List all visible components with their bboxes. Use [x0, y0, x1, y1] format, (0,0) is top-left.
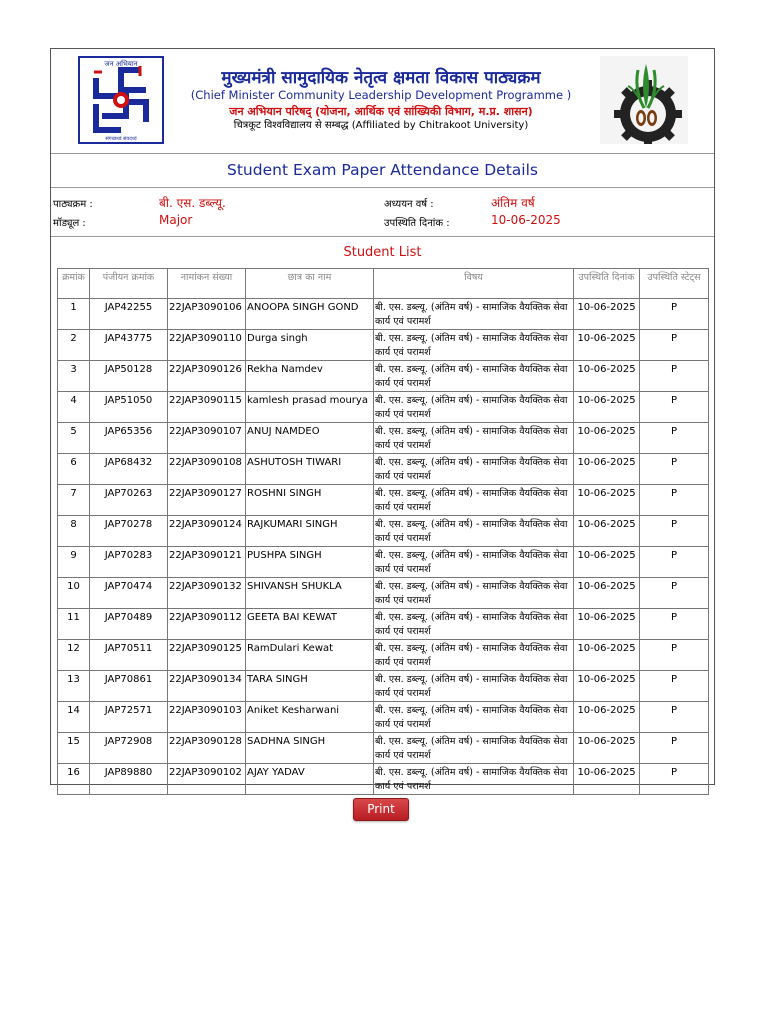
table-row [58, 516, 709, 547]
cell-attendance-status: P [640, 671, 709, 702]
cell-student-name: RamDulari Kewat [246, 640, 374, 671]
table-row [58, 423, 709, 454]
cell-student-name: kamlesh prasad mourya [246, 392, 374, 423]
cell-attendance-status: P [640, 330, 709, 361]
logo-text-top: जन अभियान [104, 60, 138, 68]
header-attendance-status: उपस्थिति स्टेट्स [640, 269, 709, 299]
cell-sno: 3 [58, 361, 90, 392]
course-label: पाठ्यक्रम : [53, 199, 93, 210]
parishad-subtitle: जन अभियान परिषद् (योजना, आर्थिक एवं सांख्यिकी विभाग, म.प्र. शासन) [229, 105, 533, 118]
cell-attendance-status: P [640, 423, 709, 454]
cell-sno: 14 [58, 702, 90, 733]
table-row [58, 547, 709, 578]
header [51, 49, 714, 153]
cell-registration-no: JAP89880 [90, 764, 168, 795]
cell-registration-no: JAP68432 [90, 454, 168, 485]
cell-registration-no: JAP42255 [90, 299, 168, 330]
document-frame [50, 48, 715, 792]
cell-student-name: Durga singh [246, 330, 374, 361]
cell-registration-no: JAP70511 [90, 640, 168, 671]
cell-subject: बी. एस. डब्ल्यू. (अंतिम वर्ष) - सामाजिक वैयक्तिक सेवा कार्य एवं परामर्श [374, 547, 574, 578]
jan-abhiyan-parishad-logo [78, 56, 164, 144]
page-title: Student Exam Paper Attendance Details [227, 161, 538, 179]
cell-student-name: SHIVANSH SHUKLA [246, 578, 374, 609]
cell-enrollment-no: 22JAP3090115 [168, 392, 246, 423]
table-body [58, 299, 709, 795]
cell-attendance-date: 10-06-2025 [574, 547, 640, 578]
cell-student-name: ASHUTOSH TIWARI [246, 454, 374, 485]
cell-sno: 6 [58, 454, 90, 485]
cell-sno: 9 [58, 547, 90, 578]
cell-student-name: PUSHPA SINGH [246, 547, 374, 578]
cell-enrollment-no: 22JAP3090106 [168, 299, 246, 330]
module-value: Major [159, 213, 193, 227]
table-row [58, 702, 709, 733]
cell-registration-no: JAP43775 [90, 330, 168, 361]
cell-registration-no: JAP70263 [90, 485, 168, 516]
cell-attendance-date: 10-06-2025 [574, 578, 640, 609]
header-subject: विषय [374, 269, 574, 299]
cell-subject: बी. एस. डब्ल्यू. (अंतिम वर्ष) - सामाजिक वैयक्तिक सेवा कार्य एवं परामर्श [374, 361, 574, 392]
cell-student-name: GEETA BAI KEWAT [246, 609, 374, 640]
student-list-title: Student List [343, 245, 422, 260]
cell-student-name: TARA SINGH [246, 671, 374, 702]
cell-attendance-status: P [640, 733, 709, 764]
cell-sno: 16 [58, 764, 90, 795]
university-affiliation: चित्रकूट विश्वविद्यालय से सम्बद्ध (Affiliated by Chitrakoot University) [233, 120, 529, 131]
divider [51, 236, 714, 237]
cell-subject: बी. एस. डब्ल्यू. (अंतिम वर्ष) - सामाजिक वैयक्तिक सेवा कार्य एवं परामर्श [374, 423, 574, 454]
cell-sno: 10 [58, 578, 90, 609]
cell-attendance-date: 10-06-2025 [574, 764, 640, 795]
cell-attendance-date: 10-06-2025 [574, 361, 640, 392]
header-attendance-date: उपस्थिति दिनांक [574, 269, 640, 299]
cell-registration-no: JAP70474 [90, 578, 168, 609]
cell-attendance-date: 10-06-2025 [574, 702, 640, 733]
table-row [58, 485, 709, 516]
module-label: मॉड्यूल : [53, 218, 86, 229]
print-button[interactable]: Print [353, 798, 409, 821]
table-row [58, 330, 709, 361]
cell-enrollment-no: 22JAP3090127 [168, 485, 246, 516]
cell-enrollment-no: 22JAP3090126 [168, 361, 246, 392]
cell-sno: 1 [58, 299, 90, 330]
cell-registration-no: JAP70278 [90, 516, 168, 547]
cell-enrollment-no: 22JAP3090112 [168, 609, 246, 640]
cell-attendance-date: 10-06-2025 [574, 609, 640, 640]
cell-subject: बी. एस. डब्ल्यू. (अंतिम वर्ष) - सामाजिक वैयक्तिक सेवा कार्य एवं परामर्श [374, 485, 574, 516]
cell-sno: 11 [58, 609, 90, 640]
cell-attendance-date: 10-06-2025 [574, 485, 640, 516]
cell-registration-no: JAP72908 [90, 733, 168, 764]
cell-attendance-date: 10-06-2025 [574, 733, 640, 764]
cell-subject: बी. एस. डब्ल्यू. (अंतिम वर्ष) - सामाजिक वैयक्तिक सेवा कार्य एवं परामर्श [374, 671, 574, 702]
table-row [58, 578, 709, 609]
cell-subject: बी. एस. डब्ल्यू. (अंतिम वर्ष) - सामाजिक वैयक्तिक सेवा कार्य एवं परामर्श [374, 578, 574, 609]
cell-enrollment-no: 22JAP3090121 [168, 547, 246, 578]
cell-sno: 13 [58, 671, 90, 702]
table-row [58, 640, 709, 671]
year-label: अध्ययन वर्ष : [384, 199, 434, 210]
cell-attendance-date: 10-06-2025 [574, 392, 640, 423]
cell-attendance-status: P [640, 392, 709, 423]
table-row [58, 392, 709, 423]
cell-attendance-status: P [640, 547, 709, 578]
programme-title-english: (Chief Minister Community Leadership Development Programme ) [190, 88, 572, 102]
logo-text-bottom: संगच्छध्वं संवदध्वं [105, 136, 137, 142]
course-value: बी. एस. डब्ल्यू. [159, 196, 226, 210]
cell-enrollment-no: 22JAP3090102 [168, 764, 246, 795]
cell-registration-no: JAP70283 [90, 547, 168, 578]
cell-enrollment-no: 22JAP3090128 [168, 733, 246, 764]
cell-student-name: ANUJ NAMDEO [246, 423, 374, 454]
cell-subject: बी. एस. डब्ल्यू. (अंतिम वर्ष) - सामाजिक वैयक्तिक सेवा कार्य एवं परामर्श [374, 299, 574, 330]
cell-attendance-date: 10-06-2025 [574, 640, 640, 671]
table-header-row [58, 269, 709, 299]
cell-registration-no: JAP50128 [90, 361, 168, 392]
header-student-name: छात्र का नाम [246, 269, 374, 299]
programme-title-hindi: मुख्यमंत्री सामुदायिक नेतृत्व क्षमता विकास पाठ्यक्रम [221, 68, 541, 88]
cell-attendance-date: 10-06-2025 [574, 330, 640, 361]
header-sno: क्रमांक [58, 269, 90, 299]
year-value: अंतिम वर्ष [491, 196, 535, 210]
cell-attendance-date: 10-06-2025 [574, 299, 640, 330]
divider [51, 187, 714, 188]
cell-enrollment-no: 22JAP3090108 [168, 454, 246, 485]
cell-sno: 12 [58, 640, 90, 671]
cell-sno: 5 [58, 423, 90, 454]
cell-attendance-status: P [640, 454, 709, 485]
cell-registration-no: JAP51050 [90, 392, 168, 423]
cell-sno: 15 [58, 733, 90, 764]
cell-subject: बी. एस. डब्ल्यू. (अंतिम वर्ष) - सामाजिक वैयक्तिक सेवा कार्य एवं परामर्श [374, 764, 574, 795]
cell-attendance-status: P [640, 609, 709, 640]
cell-student-name: AJAY YADAV [246, 764, 374, 795]
cell-subject: बी. एस. डब्ल्यू. (अंतिम वर्ष) - सामाजिक वैयक्तिक सेवा कार्य एवं परामर्श [374, 454, 574, 485]
table-row [58, 764, 709, 795]
cell-student-name: Rekha Namdev [246, 361, 374, 392]
cell-sno: 8 [58, 516, 90, 547]
header-enrollment-no: नामांकन संख्या [168, 269, 246, 299]
table-row [58, 671, 709, 702]
cell-subject: बी. एस. डब्ल्यू. (अंतिम वर्ष) - सामाजिक वैयक्तिक सेवा कार्य एवं परामर्श [374, 330, 574, 361]
cell-subject: बी. एस. डब्ल्यू. (अंतिम वर्ष) - सामाजिक वैयक्तिक सेवा कार्य एवं परामर्श [374, 516, 574, 547]
date-label: उपस्थिति दिनांक : [384, 218, 450, 229]
table-row [58, 361, 709, 392]
cell-student-name: ROSHNI SINGH [246, 485, 374, 516]
cell-subject: बी. एस. डब्ल्यू. (अंतिम वर्ष) - सामाजिक वैयक्तिक सेवा कार्य एवं परामर्श [374, 702, 574, 733]
cell-attendance-status: P [640, 361, 709, 392]
cell-subject: बी. एस. डब्ल्यू. (अंतिम वर्ष) - सामाजिक वैयक्तिक सेवा कार्य एवं परामर्श [374, 609, 574, 640]
chitrakoot-university-logo [600, 56, 688, 144]
table-row [58, 454, 709, 485]
cell-enrollment-no: 22JAP3090103 [168, 702, 246, 733]
date-value: 10-06-2025 [491, 213, 561, 227]
cell-enrollment-no: 22JAP3090107 [168, 423, 246, 454]
cell-attendance-status: P [640, 485, 709, 516]
cell-sno: 7 [58, 485, 90, 516]
cell-enrollment-no: 22JAP3090132 [168, 578, 246, 609]
cell-subject: बी. एस. डब्ल्यू. (अंतिम वर्ष) - सामाजिक वैयक्तिक सेवा कार्य एवं परामर्श [374, 392, 574, 423]
cell-attendance-date: 10-06-2025 [574, 423, 640, 454]
table-row [58, 609, 709, 640]
cell-enrollment-no: 22JAP3090124 [168, 516, 246, 547]
cell-attendance-status: P [640, 702, 709, 733]
cell-attendance-status: P [640, 299, 709, 330]
cell-subject: बी. एस. डब्ल्यू. (अंतिम वर्ष) - सामाजिक वैयक्तिक सेवा कार्य एवं परामर्श [374, 640, 574, 671]
cell-registration-no: JAP70489 [90, 609, 168, 640]
cell-registration-no: JAP72571 [90, 702, 168, 733]
cell-attendance-status: P [640, 764, 709, 795]
cell-student-name: ANOOPA SINGH GOND [246, 299, 374, 330]
cell-sno: 2 [58, 330, 90, 361]
student-table [57, 268, 709, 795]
cell-attendance-status: P [640, 640, 709, 671]
cell-registration-no: JAP70861 [90, 671, 168, 702]
cell-sno: 4 [58, 392, 90, 423]
cell-student-name: RAJKUMARI SINGH [246, 516, 374, 547]
cell-attendance-date: 10-06-2025 [574, 454, 640, 485]
cell-enrollment-no: 22JAP3090125 [168, 640, 246, 671]
divider [51, 153, 714, 154]
cell-attendance-status: P [640, 516, 709, 547]
cell-student-name: SADHNA SINGH [246, 733, 374, 764]
cell-attendance-date: 10-06-2025 [574, 671, 640, 702]
cell-subject: बी. एस. डब्ल्यू. (अंतिम वर्ष) - सामाजिक वैयक्तिक सेवा कार्य एवं परामर्श [374, 733, 574, 764]
cell-registration-no: JAP65356 [90, 423, 168, 454]
cell-student-name: Aniket Kesharwani [246, 702, 374, 733]
cell-enrollment-no: 22JAP3090134 [168, 671, 246, 702]
cell-enrollment-no: 22JAP3090110 [168, 330, 246, 361]
header-registration-no: पंजीयन क्रमांक [90, 269, 168, 299]
cell-attendance-date: 10-06-2025 [574, 516, 640, 547]
table-row [58, 733, 709, 764]
table-row [58, 299, 709, 330]
cell-attendance-status: P [640, 578, 709, 609]
